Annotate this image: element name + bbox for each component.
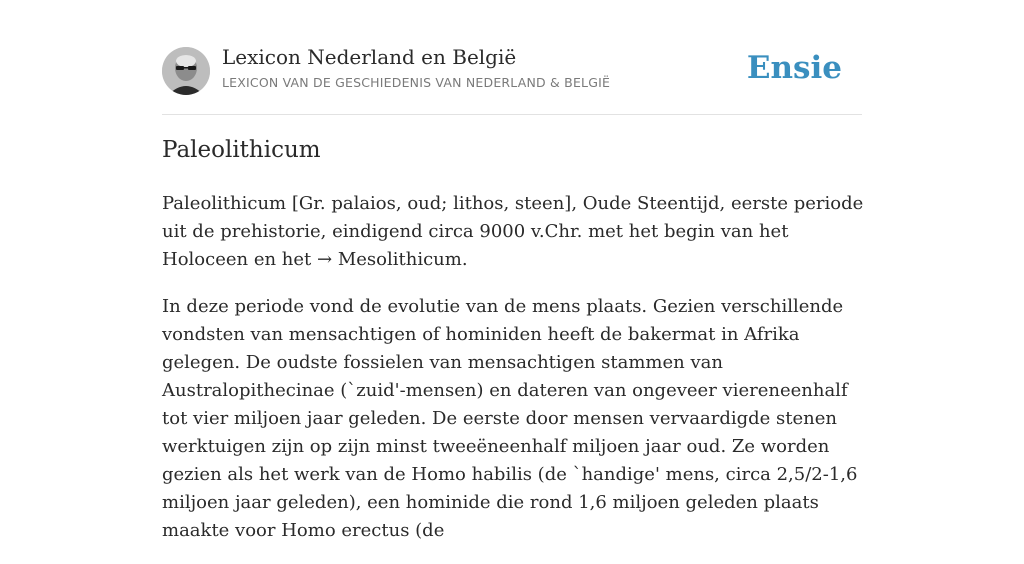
- paragraph-text: Paleolithicum [Gr. palaios, oud; lithos, steen], Oude Steentijd, eerste periode uit de prehistorie, eindigend circa 9000 v.Chr. met het begin van het Holoceen en het: [162, 193, 864, 270]
- article-title: Paleolithicum: [162, 137, 321, 163]
- publication-title[interactable]: Lexicon Nederland en België: [222, 45, 517, 69]
- article-paragraph: [162, 190, 866, 274]
- avatar-portrait-icon: [162, 47, 210, 95]
- cross-reference-link[interactable]: → Mesolithicum: [317, 249, 462, 270]
- publication-subtitle: LEXICON VAN DE GESCHIEDENIS VAN NEDERLAND & BELGIË: [222, 75, 611, 90]
- author-avatar[interactable]: [162, 47, 210, 95]
- ensie-logo-link[interactable]: Ensie: [746, 50, 842, 86]
- publication-header: [162, 0, 862, 115]
- article-body: [162, 190, 866, 564]
- article-paragraph: In deze periode vond de evolutie van de mens plaats. Gezien verschillende vondsten van mensachtigen of hominiden heeft de bakermat in Afrika gelegen. De oudste fossielen van mensachtigen stammen van Australopithecinae (`zuid'-mensen) en dateren van ongeveer viereneenhalf tot vier miljoen jaar geleden. De eerste door mensen vervaardigde stenen werktuigen zijn op zijn minst tweeëneenhalf miljoen jaar oud. Ze worden gezien als het werk van de Homo habilis (de `handige' mens, circa 2,5/2-1,6 miljoen jaar geleden), een hominide die rond 1,6 miljoen geleden plaats maakte voor Homo erectus (de: [162, 296, 858, 541]
- page: [162, 0, 864, 541]
- paragraph-end: .: [461, 249, 468, 270]
